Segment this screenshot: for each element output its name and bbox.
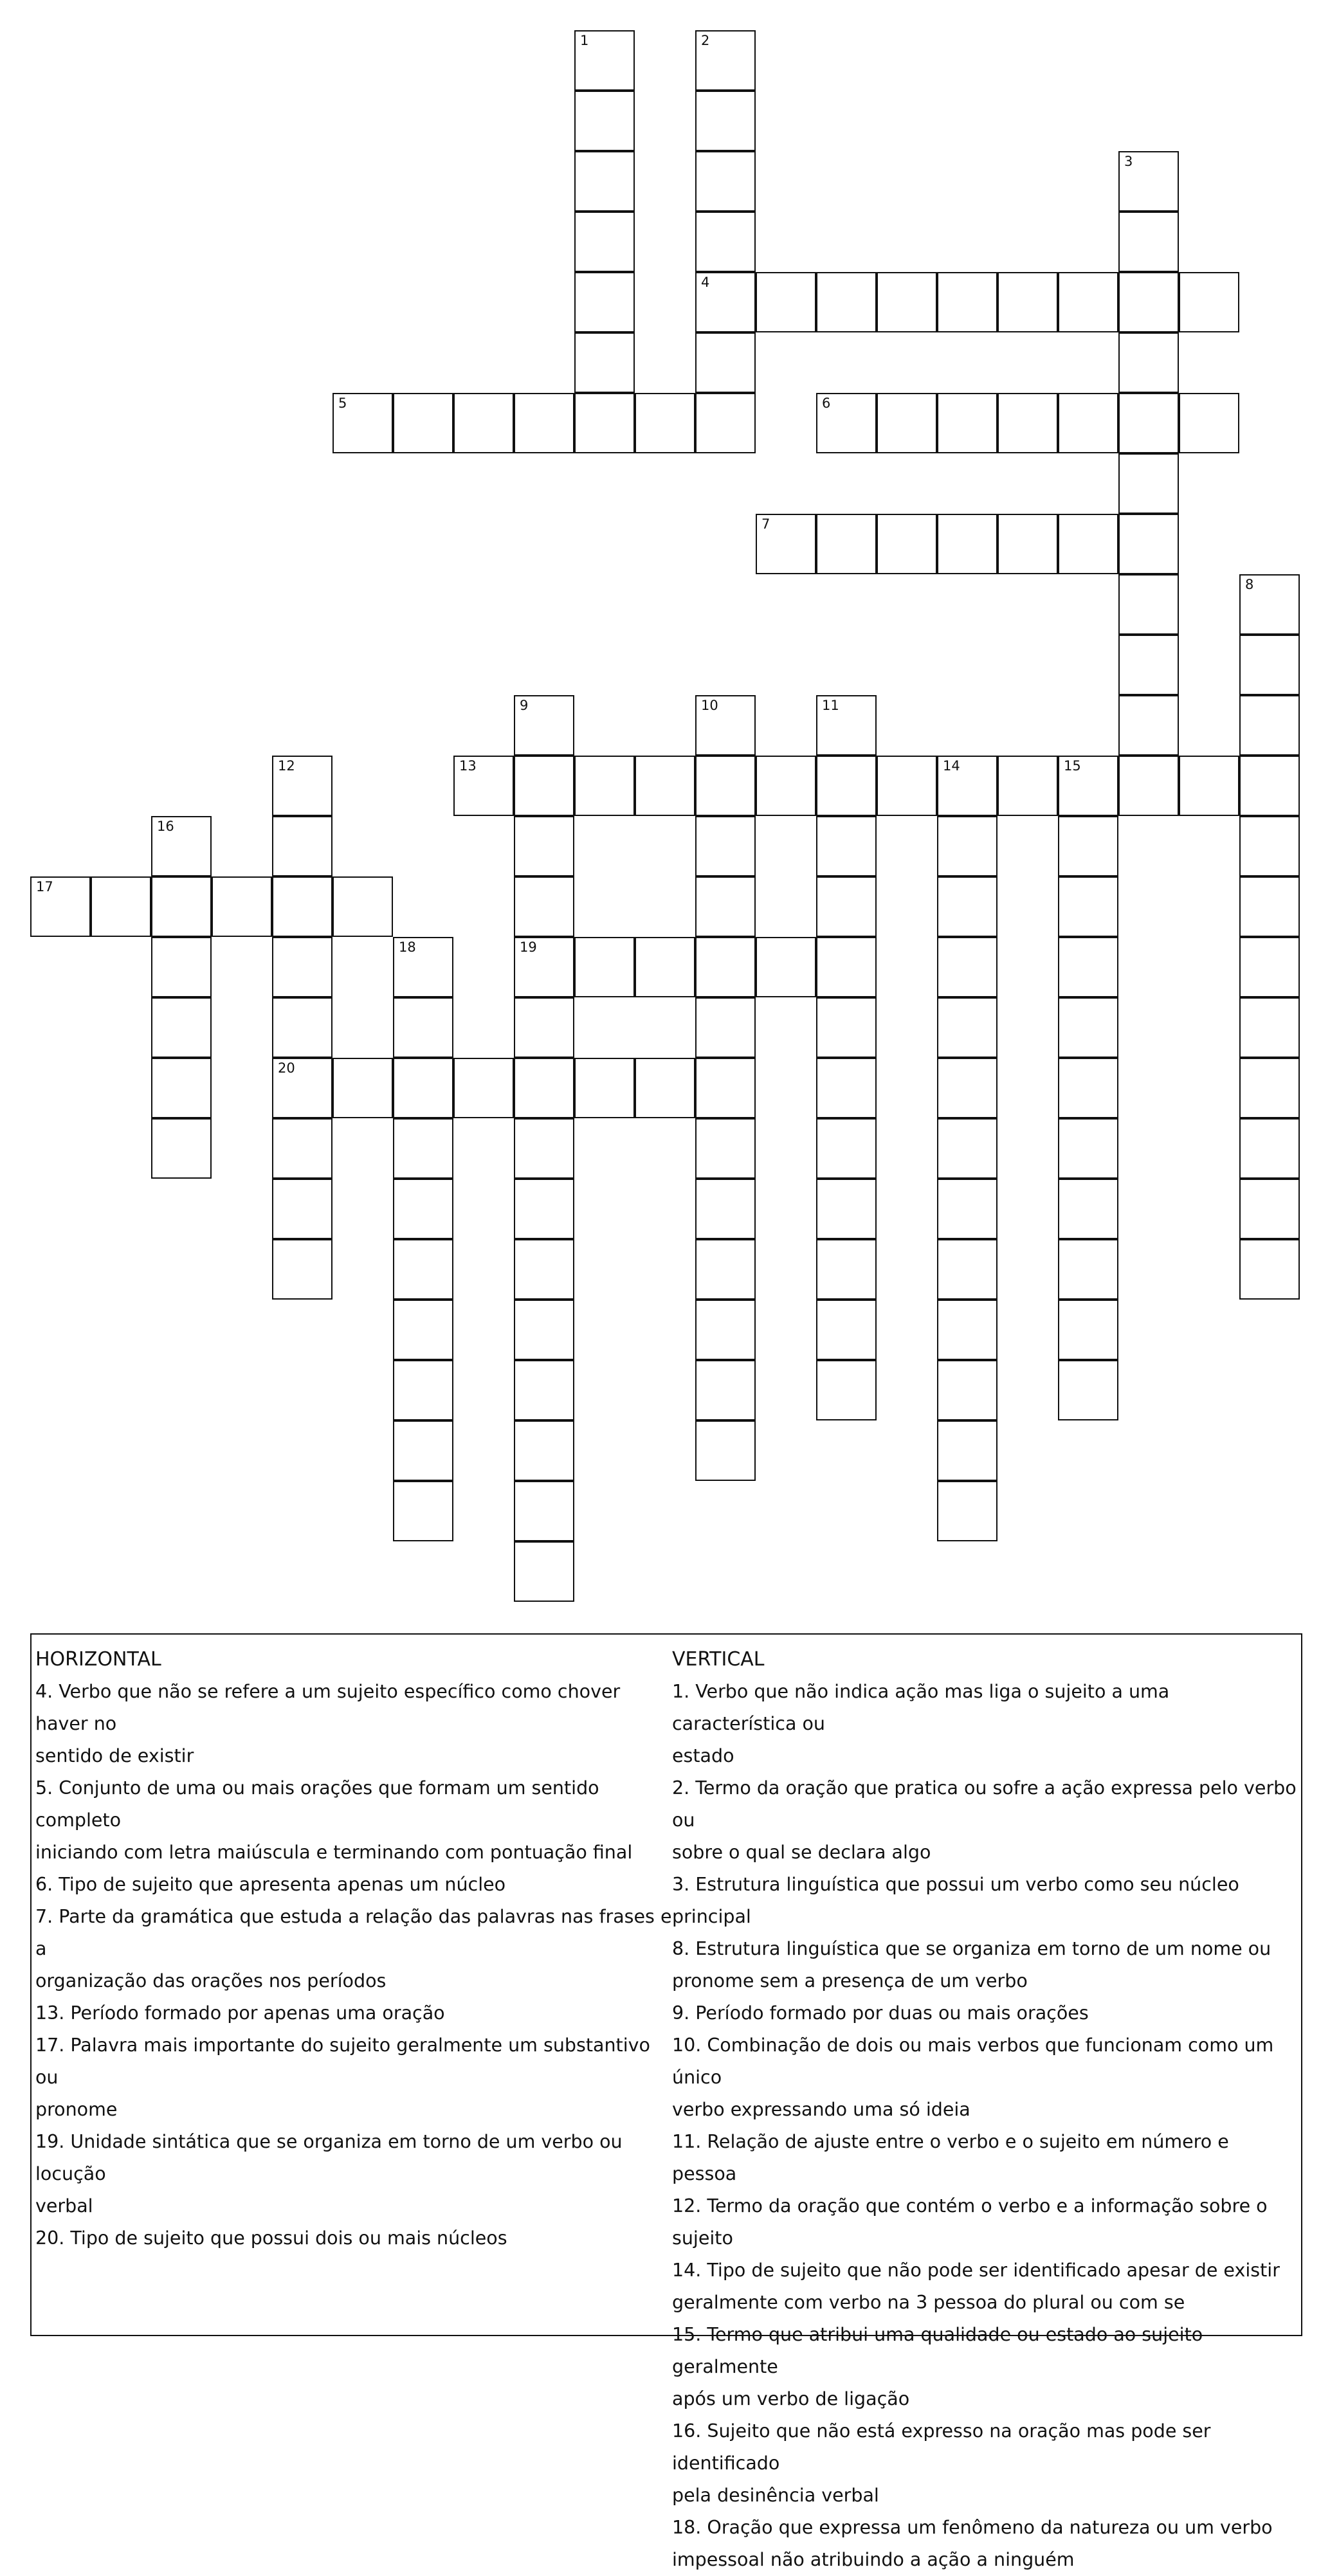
crossword-cell[interactable] <box>1058 756 1118 816</box>
crossword-cell[interactable] <box>514 756 574 816</box>
crossword-cell[interactable] <box>1118 151 1179 212</box>
crossword-cell[interactable] <box>1058 272 1118 332</box>
crossword-cell[interactable] <box>816 1118 877 1179</box>
vertical-clue-line: 12. Termo da oração que contém o verbo e a informação sobre o sujeito <box>672 2195 1268 2249</box>
crossword-cell[interactable] <box>1058 1300 1118 1360</box>
crossword-cell[interactable] <box>1239 937 1300 997</box>
crossword-cell[interactable] <box>574 30 635 91</box>
crossword-cell[interactable] <box>1058 393 1118 453</box>
crossword-cell[interactable] <box>695 393 756 453</box>
crossword-cell[interactable] <box>574 272 635 332</box>
crossword-cell[interactable] <box>514 1360 574 1420</box>
clue-number: 19 <box>520 939 537 955</box>
crossword-cell[interactable] <box>756 272 816 332</box>
horizontal-clue-line: 20. Tipo de sujeito que possui dois ou mais núcleos <box>35 2227 507 2249</box>
crossword-cell[interactable] <box>1058 997 1118 1058</box>
horizontal-clue-line: 19. Unidade sintática que se organiza em torno de um verbo ou locução <box>35 2131 623 2184</box>
crossword-cell[interactable] <box>937 1360 998 1420</box>
crossword-cell[interactable] <box>1118 756 1179 816</box>
clue-number: 17 <box>36 879 53 894</box>
crossword-cell[interactable] <box>695 756 756 816</box>
crossword-cell[interactable] <box>393 937 453 997</box>
vertical-clue-line: 9. Período formado por duas ou mais orações <box>672 2002 1089 2024</box>
horizontal-clue-line: 4. Verbo que não se refere a um sujeito específico como chover haver no <box>35 1681 621 1734</box>
clue-number: 8 <box>1245 577 1254 592</box>
crossword-cell[interactable] <box>635 756 695 816</box>
clue-number: 14 <box>943 758 960 774</box>
clue-number: 15 <box>1064 758 1081 774</box>
crossword-cell[interactable] <box>877 756 937 816</box>
crossword-cell[interactable] <box>272 1239 332 1300</box>
crossword-cell[interactable] <box>816 937 877 997</box>
crossword-cell[interactable] <box>635 393 695 453</box>
horizontal-clue-line: 13. Período formado por apenas uma oração <box>35 2002 445 2024</box>
crossword-cell[interactable] <box>695 1239 756 1300</box>
crossword-cell[interactable] <box>998 756 1058 816</box>
crossword-cell[interactable] <box>91 876 151 937</box>
crossword-cell[interactable] <box>272 937 332 997</box>
crossword-cell[interactable] <box>695 30 756 91</box>
crossword-cell[interactable] <box>151 1058 212 1118</box>
crossword-cell[interactable] <box>393 1239 453 1300</box>
crossword-cell[interactable] <box>998 393 1058 453</box>
clue-panel <box>30 1633 1302 2570</box>
crossword-cell[interactable] <box>514 1420 574 1481</box>
crossword-cell[interactable] <box>1058 514 1118 574</box>
crossword-cell[interactable] <box>816 1300 877 1360</box>
crossword-cell[interactable] <box>1118 574 1179 635</box>
crossword-cell[interactable] <box>816 272 877 332</box>
crossword-cell[interactable] <box>695 1300 756 1360</box>
crossword-cell[interactable] <box>272 1058 332 1118</box>
crossword-cell[interactable] <box>937 1058 998 1118</box>
crossword-cell[interactable] <box>937 514 998 574</box>
clue-number: 11 <box>822 698 839 713</box>
crossword-cell[interactable] <box>816 756 877 816</box>
crossword-cell[interactable] <box>1058 1239 1118 1300</box>
crossword-cell[interactable] <box>30 876 91 937</box>
horizontal-clue-line: iniciando com letra maiúscula e terminando com pontuação final <box>35 1842 633 1863</box>
clue-number: 3 <box>1124 154 1133 169</box>
crossword-cell[interactable] <box>1239 1179 1300 1239</box>
crossword-cell[interactable] <box>695 997 756 1058</box>
crossword-cell[interactable] <box>574 212 635 272</box>
vertical-clue-line: pronome sem a presença de um verbo <box>672 1970 1028 1991</box>
vertical-clue-line: após um verbo de ligação <box>672 2388 910 2409</box>
crossword-cell[interactable] <box>1118 393 1179 453</box>
crossword-cell[interactable] <box>816 876 877 937</box>
crossword-cell[interactable] <box>877 272 937 332</box>
clue-number: 13 <box>459 758 477 774</box>
crossword-cell[interactable] <box>272 1179 332 1239</box>
crossword-cell[interactable] <box>151 876 212 937</box>
crossword-cell[interactable] <box>1058 1058 1118 1118</box>
crossword-cell[interactable] <box>816 393 877 453</box>
crossword-cell[interactable] <box>574 151 635 212</box>
vertical-clue-line: 11. Relação de ajuste entre o verbo e o sujeito em número e pessoa <box>672 2131 1229 2184</box>
crossword-cell[interactable] <box>695 1118 756 1179</box>
crossword-cell[interactable] <box>695 816 756 876</box>
crossword-cell[interactable] <box>937 997 998 1058</box>
crossword-cell[interactable] <box>695 1179 756 1239</box>
crossword-cell[interactable] <box>1058 1360 1118 1420</box>
vertical-clues-column <box>672 1644 1298 2576</box>
horizontal-clue-line: 5. Conjunto de uma ou mais orações que formam um sentido completo <box>35 1777 599 1831</box>
crossword-cell[interactable] <box>453 756 514 816</box>
crossword-cell[interactable] <box>635 1058 695 1118</box>
vertical-clue-line: impessoal não atribuindo a ação a ninguém <box>672 2549 1075 2570</box>
vertical-clue-list <box>672 1676 1298 2576</box>
crossword-cell[interactable] <box>695 272 756 332</box>
crossword-cell[interactable] <box>937 1118 998 1179</box>
crossword-cell[interactable] <box>695 212 756 272</box>
crossword-cell[interactable] <box>937 1300 998 1360</box>
crossword-cell[interactable] <box>816 1360 877 1420</box>
vertical-clue-line: estado <box>672 1745 734 1766</box>
crossword-cell[interactable] <box>1179 393 1239 453</box>
crossword-cell[interactable] <box>453 393 514 453</box>
crossword-cell[interactable] <box>574 393 635 453</box>
crossword-cell[interactable] <box>514 997 574 1058</box>
crossword-cell[interactable] <box>514 1300 574 1360</box>
crossword-cell[interactable] <box>1239 635 1300 695</box>
crossword-cell[interactable] <box>695 937 756 997</box>
crossword-cell[interactable] <box>574 1058 635 1118</box>
crossword-cell[interactable] <box>695 695 756 756</box>
crossword-cell[interactable] <box>937 876 998 937</box>
crossword-cell[interactable] <box>574 91 635 151</box>
crossword-cell[interactable] <box>1239 695 1300 756</box>
crossword-cell[interactable] <box>1058 816 1118 876</box>
crossword-cell[interactable] <box>332 876 393 937</box>
clue-number: 12 <box>278 758 295 774</box>
crossword-cell[interactable] <box>212 876 272 937</box>
crossword-cell[interactable] <box>816 514 877 574</box>
crossword-cell[interactable] <box>514 1239 574 1300</box>
crossword-cell[interactable] <box>1239 1058 1300 1118</box>
crossword-cell[interactable] <box>332 1058 393 1118</box>
horizontal-clue-line: verbal <box>35 2195 93 2217</box>
crossword-cell[interactable] <box>1058 937 1118 997</box>
crossword-cell[interactable] <box>514 1481 574 1541</box>
crossword-cell[interactable] <box>695 91 756 151</box>
horizontal-heading: HORIZONTAL <box>35 1648 161 1671</box>
crossword-cell[interactable] <box>937 1481 998 1541</box>
horizontal-clue-line: 17. Palavra mais importante do sujeito geralmente um substantivo ou <box>35 2035 650 2088</box>
horizontal-clue-line: 6. Tipo de sujeito que apresenta apenas um núcleo <box>35 1874 506 1895</box>
crossword-cell[interactable] <box>635 937 695 997</box>
crossword-cell[interactable] <box>393 1058 453 1118</box>
crossword-cell[interactable] <box>937 393 998 453</box>
crossword-cell[interactable] <box>695 1360 756 1420</box>
clue-number: 6 <box>822 395 831 411</box>
crossword-cell[interactable] <box>816 695 877 756</box>
crossword-cell[interactable] <box>695 332 756 393</box>
crossword-cell[interactable] <box>1118 695 1179 756</box>
clue-number: 16 <box>157 819 174 834</box>
horizontal-clue-line: pronome <box>35 2099 118 2120</box>
crossword-cell[interactable] <box>393 1300 453 1360</box>
crossword-cell[interactable] <box>816 1179 877 1239</box>
crossword-cell[interactable] <box>393 393 453 453</box>
clue-number: 5 <box>338 395 347 411</box>
crossword-cell[interactable] <box>937 272 998 332</box>
crossword-cell[interactable] <box>514 1058 574 1118</box>
clue-number: 1 <box>580 33 589 48</box>
crossword-cell[interactable] <box>1179 756 1239 816</box>
vertical-heading: VERTICAL <box>672 1648 765 1671</box>
vertical-clue-line: 2. Termo da oração que pratica ou sofre a ação expressa pelo verbo ou <box>672 1777 1297 1831</box>
crossword-cell[interactable] <box>514 695 574 756</box>
crossword-cell[interactable] <box>937 756 998 816</box>
crossword-cell[interactable] <box>151 997 212 1058</box>
horizontal-clue-line: sentido de existir <box>35 1745 194 1766</box>
clue-number: 10 <box>701 698 718 713</box>
crossword-cell[interactable] <box>393 1179 453 1239</box>
vertical-clue-line: geralmente com verbo na 3 pessoa do plural ou com se <box>672 2292 1185 2313</box>
crossword-cell[interactable] <box>937 1239 998 1300</box>
crossword-cell[interactable] <box>1058 1118 1118 1179</box>
crossword-cell[interactable] <box>453 1058 514 1118</box>
crossword-cell[interactable] <box>1118 272 1179 332</box>
clue-number: 9 <box>520 698 529 713</box>
vertical-clue-line: 10. Combinação de dois ou mais verbos que funcionam como um único <box>672 2035 1274 2088</box>
crossword-cell[interactable] <box>272 816 332 876</box>
crossword-cell[interactable] <box>574 937 635 997</box>
crossword-cell[interactable] <box>1118 212 1179 272</box>
clue-number: 20 <box>278 1060 295 1076</box>
crossword-cell[interactable] <box>816 816 877 876</box>
crossword-cell[interactable] <box>937 1179 998 1239</box>
crossword-cell[interactable] <box>998 514 1058 574</box>
crossword-cell[interactable] <box>272 756 332 816</box>
crossword-cell[interactable] <box>695 876 756 937</box>
crossword-cell[interactable] <box>332 393 393 453</box>
vertical-clue-line: 3. Estrutura linguística que possui um verbo como seu núcleo principal <box>672 1874 1239 1927</box>
vertical-clue-line: 14. Tipo de sujeito que não pode ser identificado apesar de existir <box>672 2260 1280 2281</box>
crossword-cell[interactable] <box>1118 332 1179 393</box>
crossword-cell[interactable] <box>272 1118 332 1179</box>
crossword-cell[interactable] <box>937 1420 998 1481</box>
horizontal-clue-line: organização das orações nos períodos <box>35 1970 387 1991</box>
crossword-cell[interactable] <box>1239 876 1300 937</box>
crossword-cell[interactable] <box>1239 997 1300 1058</box>
crossword-cell[interactable] <box>1179 272 1239 332</box>
crossword-cell[interactable] <box>393 1360 453 1420</box>
clue-number: 7 <box>761 516 770 532</box>
crossword-cell[interactable] <box>756 937 816 997</box>
crossword-cell[interactable] <box>514 1118 574 1179</box>
crossword-cell[interactable] <box>514 876 574 937</box>
crossword-cell[interactable] <box>272 876 332 937</box>
vertical-clue-line: 15. Termo que atribui uma qualidade ou estado ao sujeito geralmente <box>672 2324 1203 2377</box>
crossword-cell[interactable] <box>514 816 574 876</box>
clue-number: 2 <box>701 33 710 48</box>
crossword-cell[interactable] <box>1058 1179 1118 1239</box>
crossword-cell[interactable] <box>574 332 635 393</box>
horizontal-clues-column <box>35 1644 672 2254</box>
crossword-cell[interactable] <box>1239 1239 1300 1300</box>
crossword-cell[interactable] <box>514 393 574 453</box>
vertical-clue-line: sobre o qual se declara algo <box>672 1842 931 1863</box>
horizontal-clue-list <box>35 1676 672 2254</box>
crossword-cell[interactable] <box>1239 1118 1300 1179</box>
crossword-cell[interactable] <box>1239 756 1300 816</box>
crossword-cell[interactable] <box>393 1481 453 1541</box>
crossword-cell[interactable] <box>998 272 1058 332</box>
crossword-cell[interactable] <box>514 937 574 997</box>
crossword-cell[interactable] <box>574 756 635 816</box>
crossword-cell[interactable] <box>816 1058 877 1118</box>
crossword-cell[interactable] <box>816 997 877 1058</box>
crossword-cell[interactable] <box>272 997 332 1058</box>
vertical-clue-line: verbo expressando uma só ideia <box>672 2099 970 2120</box>
crossword-cell[interactable] <box>1239 574 1300 635</box>
clue-number: 4 <box>701 275 710 290</box>
crossword-cell[interactable] <box>1239 816 1300 876</box>
crossword-cell[interactable] <box>393 1118 453 1179</box>
crossword-cell[interactable] <box>514 1179 574 1239</box>
crossword-cell[interactable] <box>816 1239 877 1300</box>
crossword-cell[interactable] <box>756 756 816 816</box>
vertical-clue-line: 8. Estrutura linguística que se organiza em torno de um nome ou <box>672 1938 1271 1959</box>
crossword-cell[interactable] <box>393 997 453 1058</box>
clue-number: 18 <box>399 939 416 955</box>
crossword-cell[interactable] <box>151 1118 212 1179</box>
crossword-cell[interactable] <box>514 1541 574 1602</box>
crossword-cell[interactable] <box>756 514 816 574</box>
crossword-cell[interactable] <box>877 514 937 574</box>
crossword-cell[interactable] <box>877 393 937 453</box>
crossword-cell[interactable] <box>695 151 756 212</box>
crossword-cell[interactable] <box>1118 635 1179 695</box>
vertical-clue-line: 16. Sujeito que não está expresso na oração mas pode ser identificado <box>672 2420 1211 2474</box>
vertical-clue-line: 1. Verbo que não indica ação mas liga o sujeito a uma característica ou <box>672 1681 1170 1734</box>
crossword-cell[interactable] <box>393 1420 453 1481</box>
crossword-cell[interactable] <box>1118 453 1179 514</box>
crossword-cell[interactable] <box>1058 876 1118 937</box>
crossword-cell[interactable] <box>151 816 212 876</box>
crossword-cell[interactable] <box>937 816 998 876</box>
crossword-cell[interactable] <box>695 1058 756 1118</box>
vertical-clue-line: pela desinência verbal <box>672 2485 879 2506</box>
crossword-cell[interactable] <box>151 937 212 997</box>
crossword-cell[interactable] <box>937 937 998 997</box>
vertical-clue-line: 18. Oração que expressa um fenômeno da natureza ou um verbo <box>672 2517 1273 2538</box>
horizontal-clue-line: 7. Parte da gramática que estuda a relação das palavras nas frases e a <box>35 1906 672 1959</box>
crossword-cell[interactable] <box>695 1420 756 1481</box>
crossword-cell[interactable] <box>1118 514 1179 574</box>
